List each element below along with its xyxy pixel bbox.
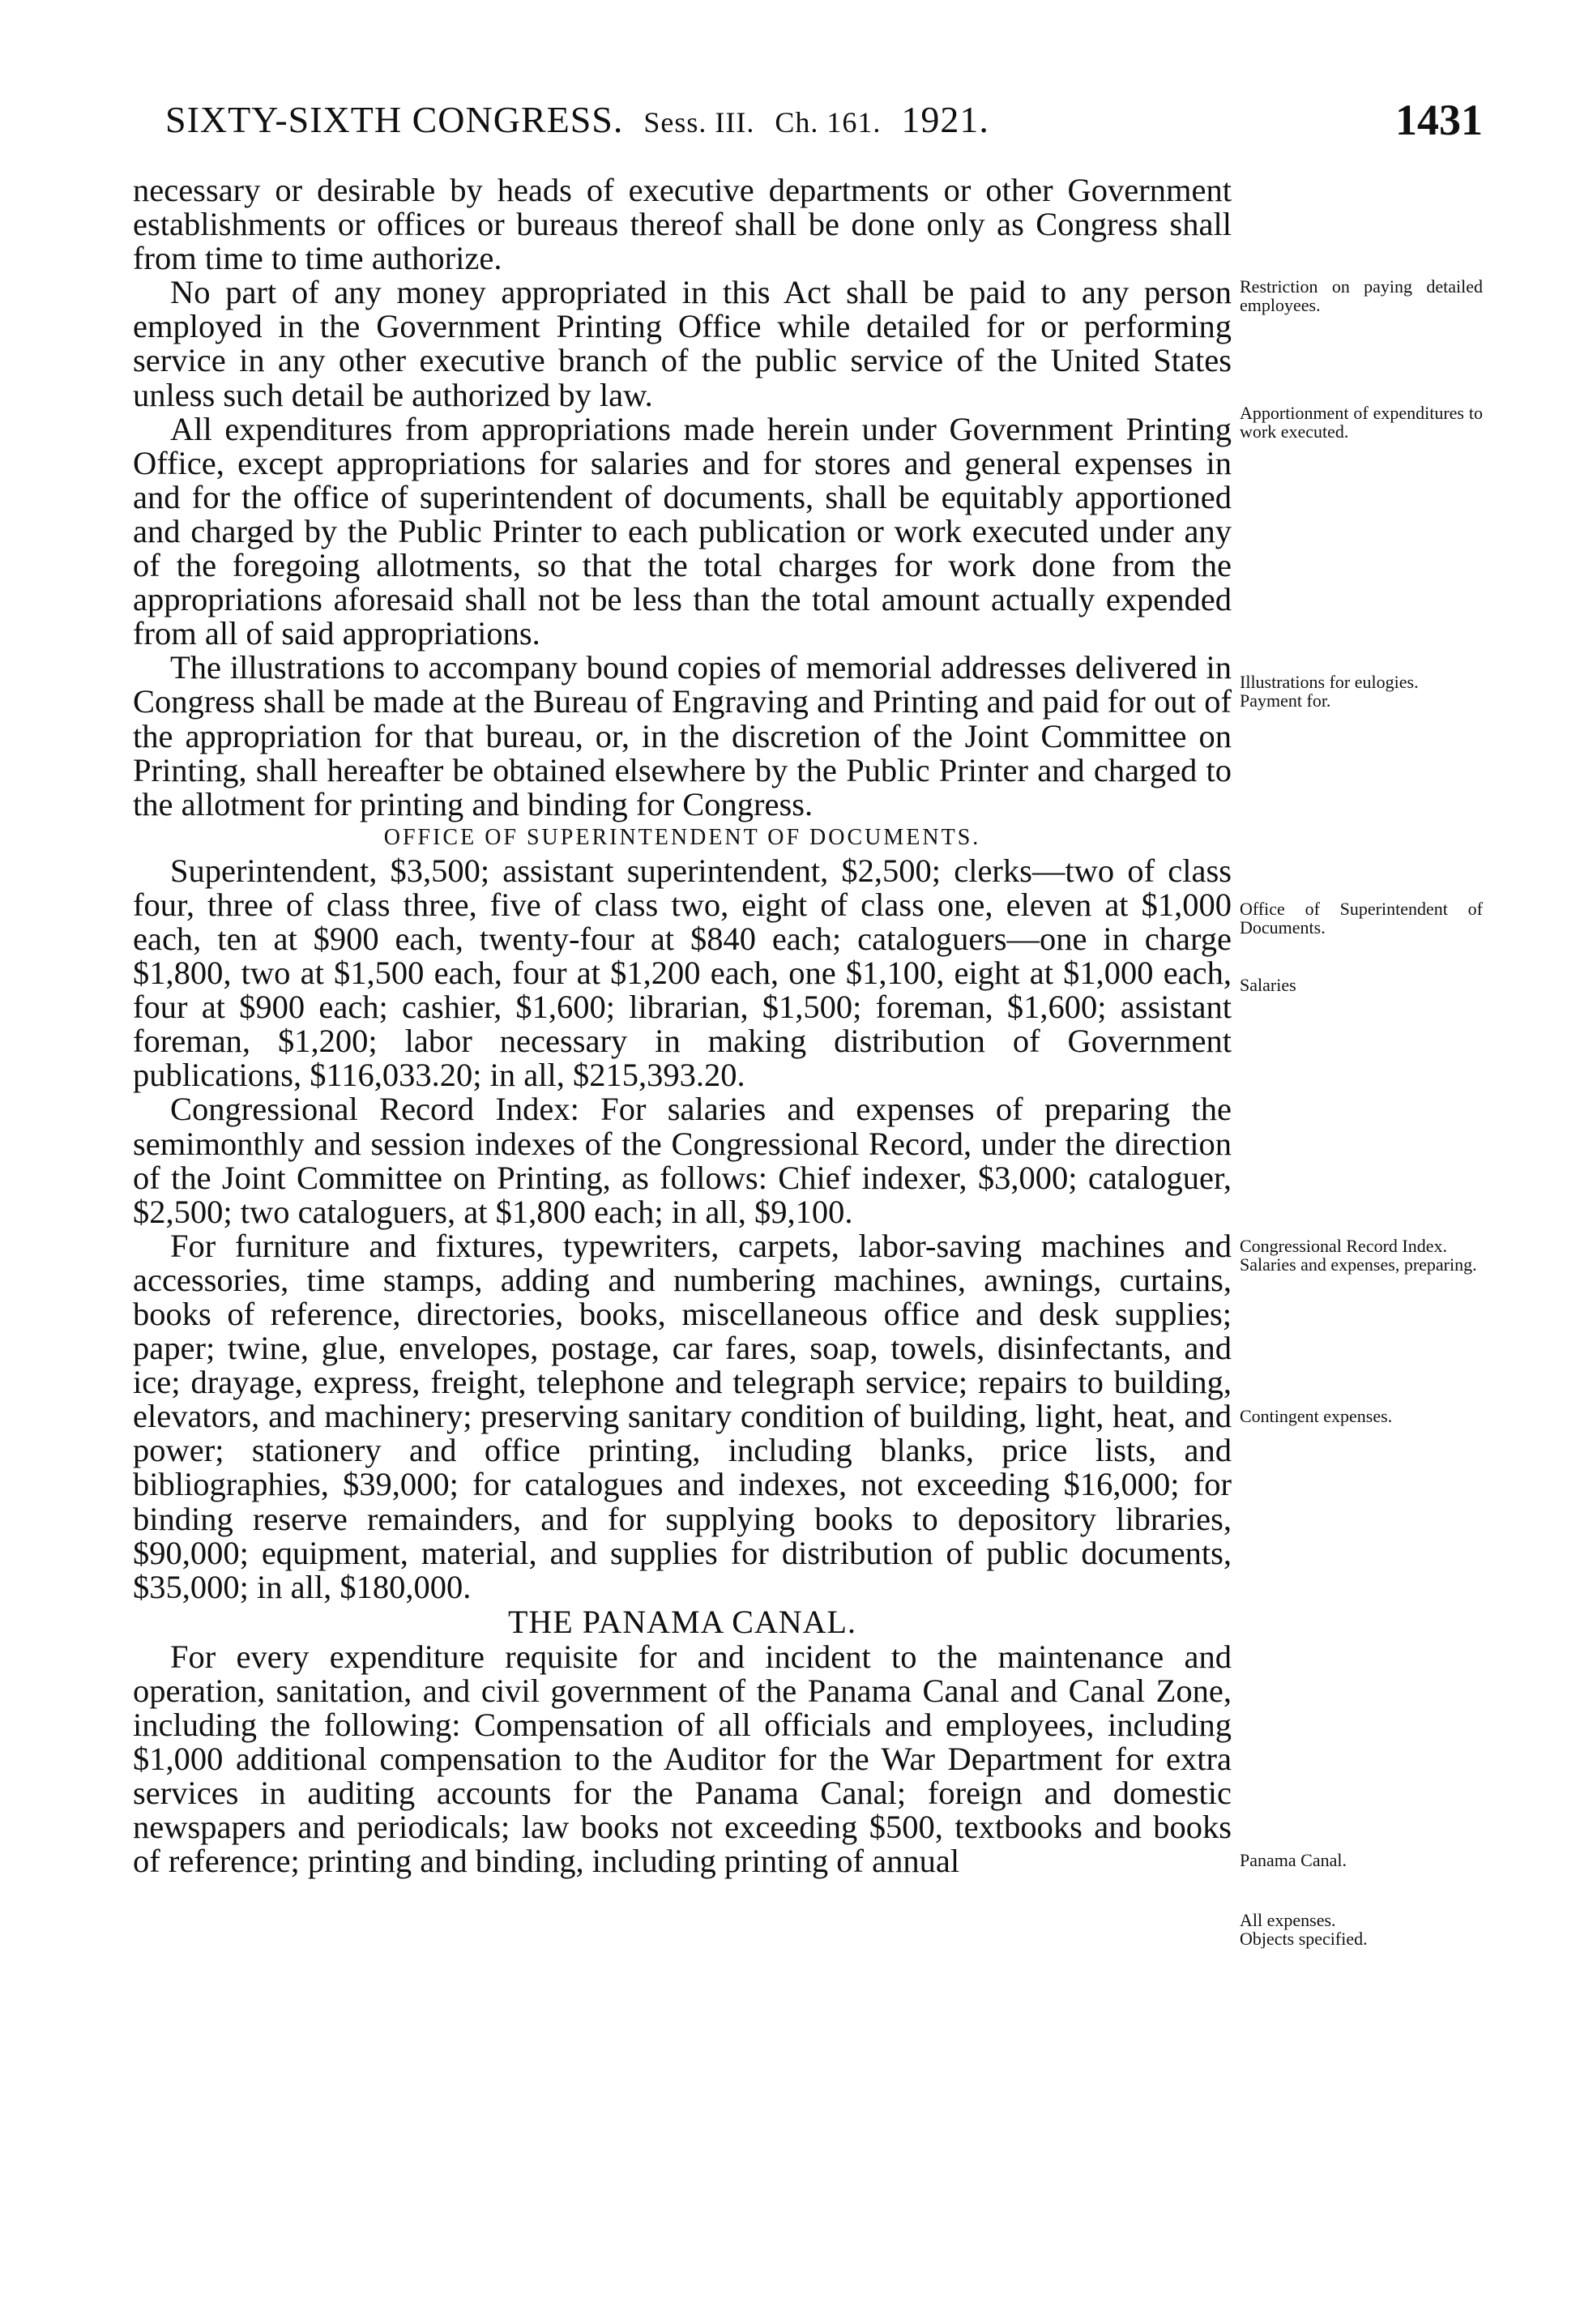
page-number: 1431 xyxy=(1395,96,1483,144)
paragraph-panama: For every expenditure requisite for and incident to the maintenance and operation, sanitation, and civil government of the Panama Canal and Canal Zone, including the following: Compensation of all officials and employees, including $1,000 additional compensation to the Auditor for the War Department for extra services in auditing accounts for the Panama Canal; foreign and domestic newspapers and periodicals; law books not exceeding $500, textbooks and books of reference; printing and binding, including printing of annual xyxy=(133,1638,1232,1880)
section-heading-panama: THE PANAMA CANAL. xyxy=(507,1603,856,1640)
margin-note-record-index: Congressional Record Index. Salaries and expenses, preparing. xyxy=(1240,1236,1477,1275)
margin-notes xyxy=(1240,0,1483,2324)
paragraph-continued: necessary or desirable by heads of executive departments or other Government establishments or offices or bureaus thereof shall be done only as Congress shall from time to time authorize. xyxy=(133,172,1232,277)
margin-note-apportionment: Apportionment of expenditures to work executed. xyxy=(1240,403,1483,442)
paragraph-salaries: Superintendent, $3,500; assistant superintendent, $2,500; clerks—two of class four, three of class three, five of class two, eight of class one, eleven at $1,000 each, ten at $900 each, twenty-four at $840 each; cataloguers—one in charge $1,800, two at $1,500 each, four at $1,200 each, one $1,100, eight at $1,000 each, four at $900 each; cashier, $1,600; librarian, $1,500; foreman, $1,600; assistant foreman, $1,200; labor necessary in making distribution of Government publications, $116,033.20; in all, $215,393.20. xyxy=(133,852,1232,1094)
margin-note-restriction: Restriction on paying detailed employees. xyxy=(1240,276,1483,315)
running-head-chapter: Ch. 161. xyxy=(775,106,882,139)
running-head-year: 1921. xyxy=(901,99,989,140)
margin-note-salaries: Salaries xyxy=(1240,975,1296,995)
paragraph-detailed-employees: No part of any money appropriated in this Act shall be paid to any person employed in the Government Printing Office while detailed for or performing service in any other executive branch of the public service of the United States unless such detail be authorized by law. xyxy=(133,274,1232,413)
margin-note-panama: Panama Canal. xyxy=(1240,1850,1347,1870)
margin-note-all-expenses: All expenses. Objects specified. xyxy=(1240,1910,1368,1949)
section-heading-superintendent: OFFICE OF SUPERINTENDENT OF DOCUMENTS. xyxy=(383,824,981,850)
running-head-congress: SIXTY-SIXTH CONGRESS. xyxy=(165,99,624,140)
running-head xyxy=(165,96,989,147)
paragraph-illustrations: The illustrations to accompany bound copies of memorial addresses delivered in Congress shall be made at the Bureau of Engraving and Printing and paid for out of the appropriation for that bureau, or, in the discretion of the Joint Committee on Printing, shall hereafter be obtained elsewhere by the Public Printer and charged to the allotment for printing and binding for Congress. xyxy=(133,649,1232,822)
margin-note-contingent: Contingent expenses. xyxy=(1240,1406,1393,1426)
margin-note-illustrations: Illustrations for eulogies. Payment for. xyxy=(1240,672,1419,711)
margin-note-office: Office of Superintendent of Documents. xyxy=(1240,899,1483,938)
running-head-session: Sess. III. xyxy=(643,106,755,139)
main-text xyxy=(133,173,1232,1879)
paragraph-contingent: For furniture and fixtures, typewriters, carpets, labor-saving machines and accessories, time stamps, adding and numbering machines, awnings, curtains, books of reference, directories, books, miscellaneous office and desk supplies; paper; twine, glue, envelopes, postage, car fares, soap, towels, disinfectants, and ice; drayage, express, freight, telephone and telegraph service; repairs to building, elevators, and machinery; preserving sanitary condition of building, light, heat, and power; stationery and office printing, including blanks, price lists, and bibliographies, $39,000; for catalogues and indexes, not exceeding $16,000; for binding reserve remainders, and for supplying books to depository libraries, $90,000; equipment, material, and supplies for distribution of public documents, $35,000; in all, $180,000. xyxy=(133,1227,1232,1605)
paragraph-record-index: Congressional Record Index: For salaries and expenses of preparing the semimonthly and session indexes of the Congressional Record, under the direction of the Joint Committee on Printing, as follows: Chief indexer, $3,000; cataloguer, $2,500; two cataloguers, at $1,800 each; in all, $9,100. xyxy=(133,1091,1232,1230)
paragraph-apportionment: All expenditures from appropriations made herein under Government Printing Office, except appropriations for salaries and for stores and general expenses in and for the office of superintendent of documents, shall be equitably apportioned and charged by the Public Printer to each publication or work executed under any of the foregoing allotments, so that the total charges for work done from the appropriations aforesaid shall not be less than the total amount actually expended from all of said appropriations. xyxy=(133,410,1232,652)
